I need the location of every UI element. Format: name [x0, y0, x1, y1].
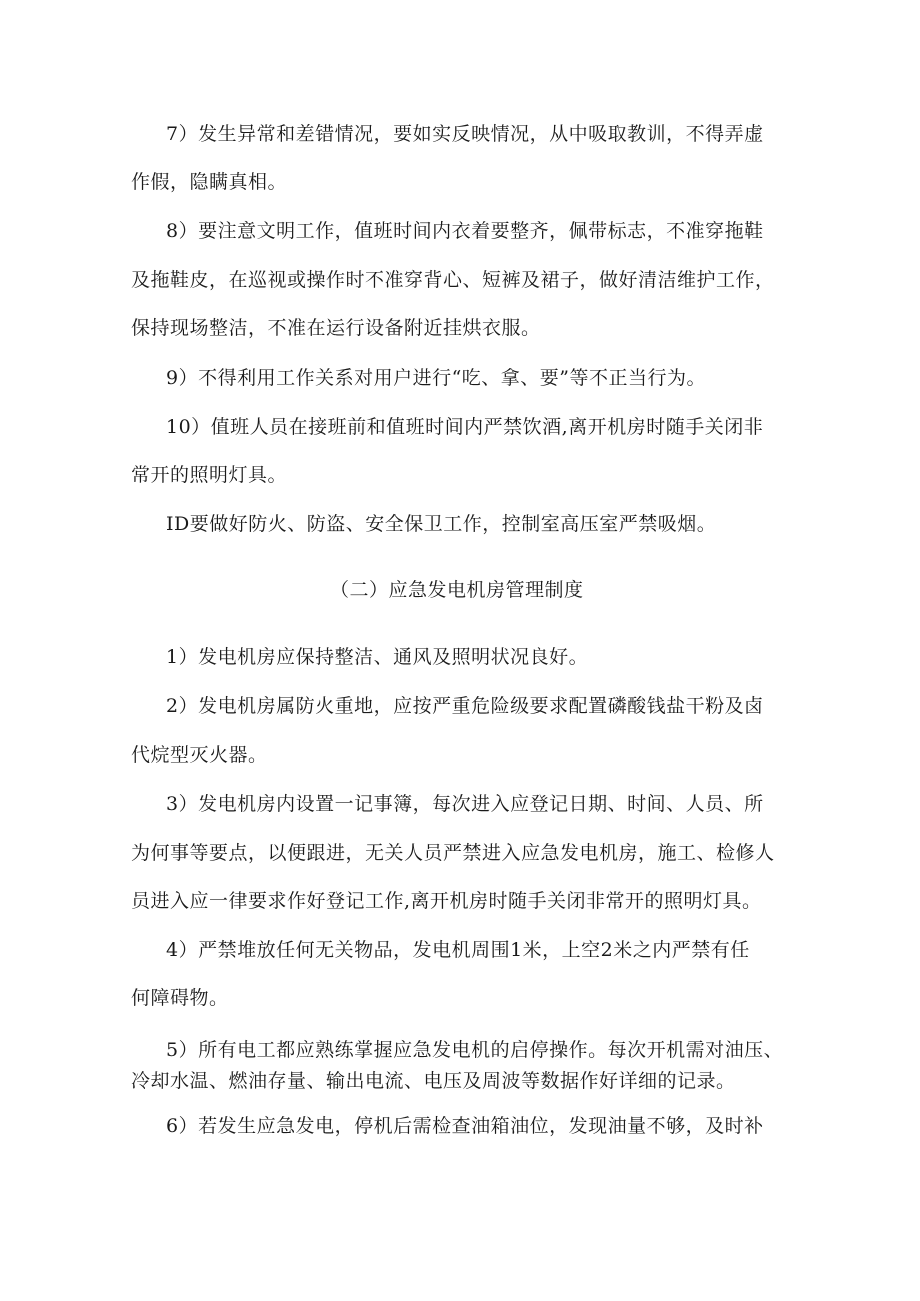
- paragraph-line: 8）要注意文明工作，值班时间内衣着要整齐，佩带标志，不准穿拖鞋: [166, 220, 764, 242]
- paragraph-line: 冷却水温、燃油存量、输出电流、电压及周波等数据作好详细的记录。: [131, 1070, 736, 1092]
- paragraph-line: 及拖鞋皮，在巡视或操作时不准穿背心、短裤及裙子，做好清洁维护工作，: [131, 269, 775, 291]
- paragraph-line: 代烷型灭火器。: [131, 744, 268, 766]
- paragraph-line: 6）若发生应急发电，停机后需检查油箱油位，发现油量不够，及时补: [166, 1115, 764, 1137]
- paragraph-line: 保持现场整洁，不准在运行设备附近挂烘衣服。: [131, 317, 541, 339]
- paragraph-line: 员进入应一律要求作好登记工作,离开机房时随手关闭非常开的照明灯具。: [131, 890, 762, 912]
- paragraph-line: 何障碍物。: [131, 987, 229, 1009]
- paragraph-line: 2）发电机房属防火重地，应按严重危险级要求配置磷酸钱盐干粉及卤: [166, 695, 764, 717]
- paragraph-line: 3）发电机房内设置一记事簿，每次进入应登记日期、时间、人员、所: [166, 793, 764, 815]
- paragraph-line: 7）发生异常和差错情况，要如实反映情况，从中吸取教训，不得弄虚: [166, 123, 764, 145]
- paragraph-line: 9）不得利用工作关系对用户进行“吃、拿、要”等不正当行为。: [166, 367, 707, 389]
- paragraph-line: 5）所有电工都应熟练掌握应急发电机的启停操作。每次开机需对油压、: [166, 1039, 784, 1061]
- paragraph-line: 为何事等要点，以便跟进，无关人员严禁进入应急发电机房，施工、检修人: [131, 842, 775, 864]
- paragraph-line: 作假，隐瞒真相。: [131, 171, 288, 193]
- paragraph-line: ID要做好防火、防盗、安全保卫工作，控制室高压室严禁吸烟。: [166, 513, 717, 535]
- paragraph-line: 1）发电机房应保持整洁、通风及照明状况良好。: [166, 646, 589, 668]
- paragraph-line: 10）值班人员在接班前和值班时间内严禁饮酒,离开机房时随手关闭非: [166, 416, 764, 438]
- section-heading: （二）应急发电机房管理制度: [330, 579, 584, 601]
- paragraph-line: 常开的照明灯具。: [131, 464, 288, 486]
- paragraph-line: 4）严禁堆放任何无关物品，发电机周围1米，上空2米之内严禁有任: [166, 939, 750, 961]
